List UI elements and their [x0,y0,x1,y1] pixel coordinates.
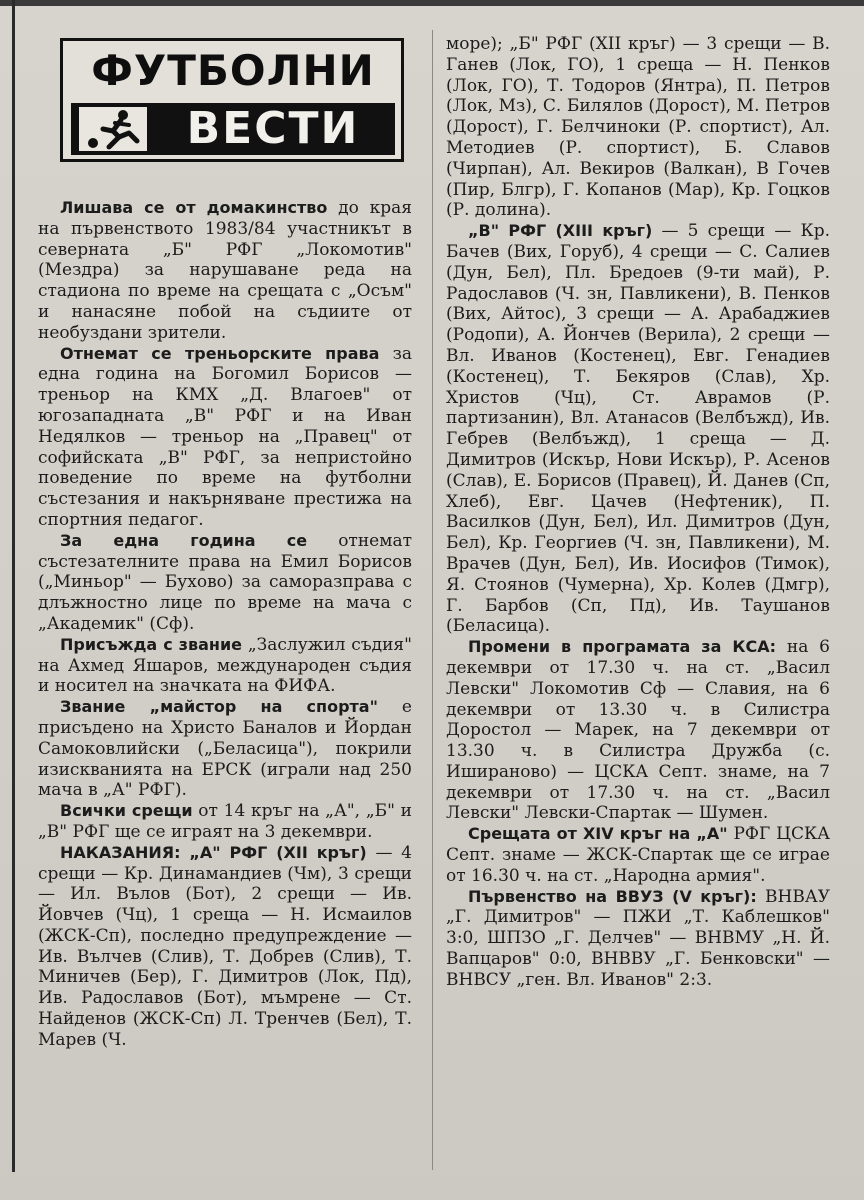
masthead-title-top: ФУТБОЛНИ [91,46,375,95]
news-item [38,635,412,697]
news-item-lead: За една година се [60,530,308,550]
news-item [38,843,412,1051]
news-item-lead: Отнемат се треньорските права [60,343,380,363]
section-masthead [60,38,404,162]
news-item-text: на 6 декември от 17.30 ч. на ст. „Васил Левски" Локомотив Сф — Славия, на 6 декември от 13.30 ч. в Силистра Доростол — Марек, на 7 декември от 13.30 ч. в Силистра Дружба (с. Ишираново) — ЦСКА Септ. знаме, на 7 декември от 17.30 ч. на ст. „Васил Левски" Левски-Спартак — Шумен. [446,637,830,824]
masthead-title-bottom: ВЕСТИ [186,103,360,154]
news-item-text: „Заслужил съдия" на Ахмед Яшаров, международен съдия и носител на значката на ФИФА. [38,634,412,697]
news-item-text: от 14 кръг на „А", „Б" и „В" РФГ ще се играят на 3 декември. [38,801,413,842]
news-item-lead: Първенство на ВВУЗ (V кръг): [468,886,757,906]
news-item-text: е присъдено на Христо Баналов и Йордан Самоковлийски („Беласица"), покрили изискванията на ЕРСК (играли над 250 мача в „А" РФГ). [38,697,412,801]
news-item-lead: Лишава се от домакинство [60,198,328,217]
news-item-text: до края на първенството 1983/84 участникът в северната „Б" РФГ „Локомотив" (Мездра) за нарушаване реда на стадиона по време на срещата с „Осъм" и нанасяне побой на съдиите от необуздани зрители. [38,198,412,343]
column-divider [432,30,433,1170]
news-item [38,344,412,531]
news-item-text: ВНВАУ „Г. Димитров" — ПЖИ „Т. Каблешков" 3:0, ШПЗО „Г. Делчев" — ВНВМУ „Н. Й. Вапцаров" 0:0, ВНВВУ „Г. Бенковски" — ВНВСУ „ген. Вл. Иванов" 2:3. [446,886,830,990]
news-item-text: — 4 срещи — Кр. Динамандиев (Чм), 3 срещи — Ил. Вълов (Бот), 2 срещи — Ив. Йовчев (Чц), 1 среща — Н. Исмаилов (ЖСК-Сп), последно предупреждение — Ив. Вълчев (Слив), Т. Добрев (Слив), Т. Миничев (Бер), Г. Димитров (Лок, Пд), Ив. Радославов (Бот), мъмрене — Ст. Найденов (ЖСК-Сп) Л. Тренчев (Бел), Т. Марев (Ч. [38,842,412,1050]
left-column-rule [12,0,15,1172]
news-item [38,801,412,843]
news-item-text: за една година на Богомил Борисов — треньор на КМХ „Д. Влагоев" от югозападната „В" РФГ и на Иван Недялков — треньор на „Правец" от софийската „В" РФГ, за непристойно поведение по време на футболни състезания и накърняване престижа на спортния педагог. [38,343,413,530]
top-rule [0,0,864,6]
left-column [38,198,412,1051]
news-item [38,198,412,344]
news-item [446,887,830,991]
news-item-lead: Промени в програмата за КСА: [468,637,776,657]
news-item-text: РФГ ЦСКА Септ. знаме — ЖСК-Спартак ще се играе от 16.30 ч. на ст. „Народна армия". [446,824,830,886]
news-item-lead: „В" РФГ (XIII кръг) [468,221,653,241]
news-item-lead: НАКАЗАНИЯ: „А" РФГ (XII кръг) [60,842,367,862]
right-column [446,34,830,991]
news-item [38,697,412,801]
news-item [446,34,830,221]
news-item-lead: Присъжда с звание [60,634,243,654]
news-item-text: море); „Б" РФГ (XII кръг) — 3 срещи — В. Ганев (Лок, ГО), 1 среща — Н. Пенков (Лок, ГО), Т. Тодоров (Янтра), П. Петров (Лок, Мз), С. Билялов (Дорост), М. Петров (Дорост), Г. Белчиноки (Р. спортист), Ал. Методиев (Р. спортист), Б. Славов (Чирпан), Ал. Векиров (Валкан), В Гочев (Пир, Блгр), Г. Копанов (Мар), Кр. Гоцков (Р. долина). [446,34,830,221]
news-item [38,531,412,635]
news-item-lead: Всички срещи [60,801,193,821]
news-item [446,824,830,886]
masthead-title-bar [71,103,395,155]
news-item-text: отнемат състезателните права на Емил Борисов („Миньор" — Бухово) за саморазправа с длъжностно лице по време на мача с „Академик" (Сф). [38,530,412,634]
news-item-lead: Звание „майстор на спорта" [60,697,378,717]
news-item-lead: Срещата от XIV кръг на „А" [468,824,728,844]
news-item-text: — 5 срещи — Кр. Бачев (Вих, Горуб), 4 срещи — С. Салиев (Дун, Бел), Пл. Бредоев (9-ти май), Р. Радославов (Ч. зн, Павликени), В. Пенков (Вих, Айтос), 3 срещи — А. Арабаджиев (Родопи), А. Йончев (Верила), 2 срещи — Вл. Иванов (Костенец), Евг. Генадиев (Костенец), Т. Бекяров (Слав), Хр. Христов (Чц), Ст. Аврамов (Р. партизанин), Вл. Атанасов (Велбъжд), Ив. Гебрев (Велбъжд), 1 среща — Д. Димитров (Искър, Нови Искър), Р. Асенов (Слав), Е. Борисов (Правец), Й. Данев (Сп, Хлеб), Евг. Цачев (Нефтеник), П. Василков (Дун, Бел), Ил. Димитров (Дун, Бел), Кр. Георгиев (Ч. зн, Павликени), М. Врачев (Дун, Бел), Ив. Иосифов (Тимок), Я. Стоянов (Чумерна), Хр. Колев (Дмгр), Г. Барбов (Сп, Пд), Ив. Таушанов (Беласица). [446,221,830,637]
news-item [446,221,830,637]
football-player-icon [79,107,147,151]
news-item [446,637,830,824]
